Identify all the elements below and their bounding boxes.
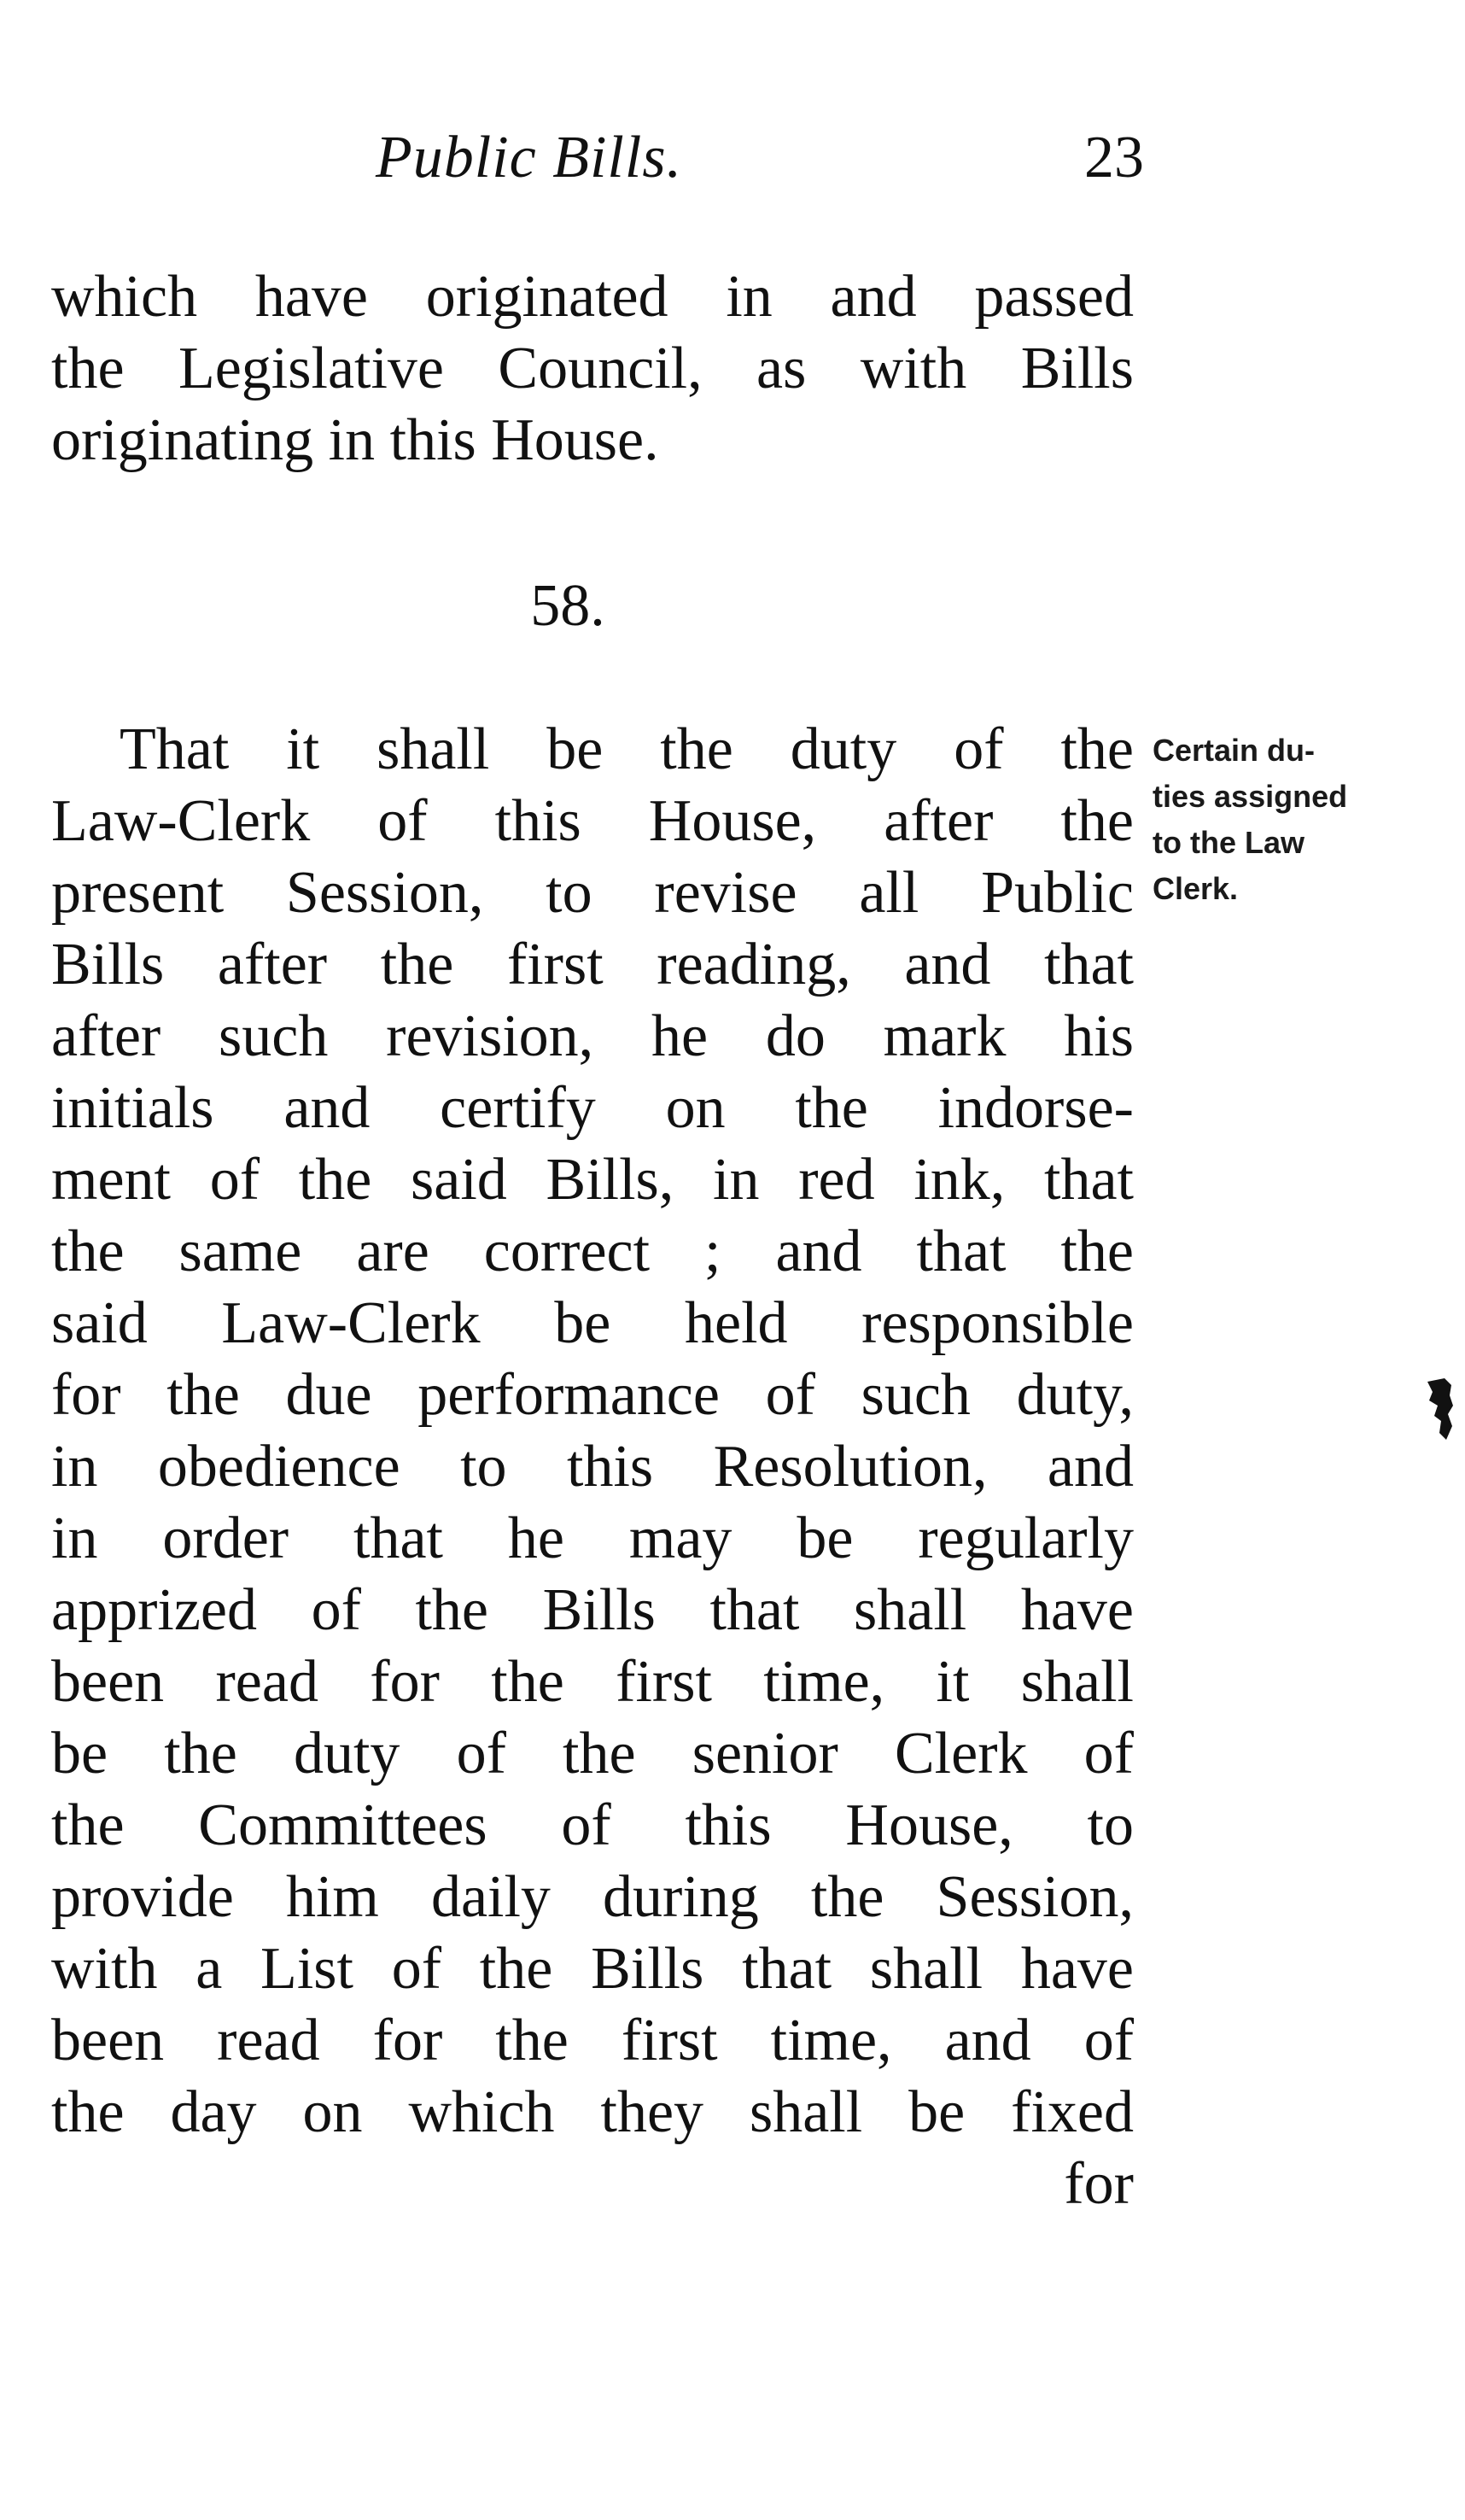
- text-line: apprized of the Bills that shall have: [51, 1577, 1134, 1643]
- margin-note-line: Clerk.: [1153, 871, 1239, 906]
- text-line: present Session, to revise all Public: [51, 860, 1134, 926]
- margin-note-line: to the Law: [1153, 825, 1304, 860]
- text-line: ment of the said Bills, in red ink, that: [51, 1147, 1134, 1213]
- text-line: the same are correct ; and that the: [51, 1219, 1134, 1284]
- text-line: with a List of the Bills that shall have: [51, 1936, 1134, 2002]
- margin-note-line: ties assigned: [1153, 779, 1348, 814]
- catchword: for: [1064, 2151, 1134, 2217]
- text-line: after such revision, he do mark his: [51, 1003, 1134, 1069]
- text-line: been read for the first time, it shall: [51, 1649, 1134, 1715]
- text-line: That it shall be the duty of the: [120, 716, 1134, 782]
- resolution-paragraph: [51, 714, 1134, 2220]
- resolution-number: 58.: [530, 573, 605, 639]
- text-line: Law-Clerk of this House, after the: [51, 788, 1134, 854]
- text-line: the Legislative Council, as with Bills: [51, 336, 1134, 401]
- text-line: the Committees of this House, to: [51, 1792, 1134, 1858]
- text-line: said Law-Clerk be held responsible: [51, 1290, 1134, 1356]
- text-line: the day on which they shall be fixed: [51, 2079, 1134, 2145]
- text-line: originating in this House.: [51, 407, 659, 473]
- text-line: been read for the first time, and of: [51, 2008, 1134, 2073]
- text-line: for the due performance of such duty,: [51, 1362, 1134, 1428]
- text-line: be the duty of the senior Clerk of: [51, 1721, 1134, 1786]
- running-head: [51, 120, 1144, 196]
- text-line: initials and certify on the indorse-: [51, 1075, 1134, 1141]
- text-line: which have originated in and passed: [51, 264, 1134, 330]
- continuation-paragraph: [51, 261, 1134, 477]
- margin-note: [1153, 728, 1392, 912]
- text-line: Bills after the first reading, and that: [51, 932, 1134, 997]
- text-line: in obedience to this Resolution, and: [51, 1434, 1134, 1500]
- running-title: Public Bills.: [376, 125, 683, 190]
- margin-note-line: Certain du-: [1153, 733, 1316, 768]
- ink-blot-mark: [1424, 1377, 1455, 1441]
- page-number: 23: [1084, 125, 1144, 190]
- text-line: provide him daily during the Session,: [51, 1864, 1134, 1930]
- text-line: in order that he may be regularly: [51, 1506, 1134, 1571]
